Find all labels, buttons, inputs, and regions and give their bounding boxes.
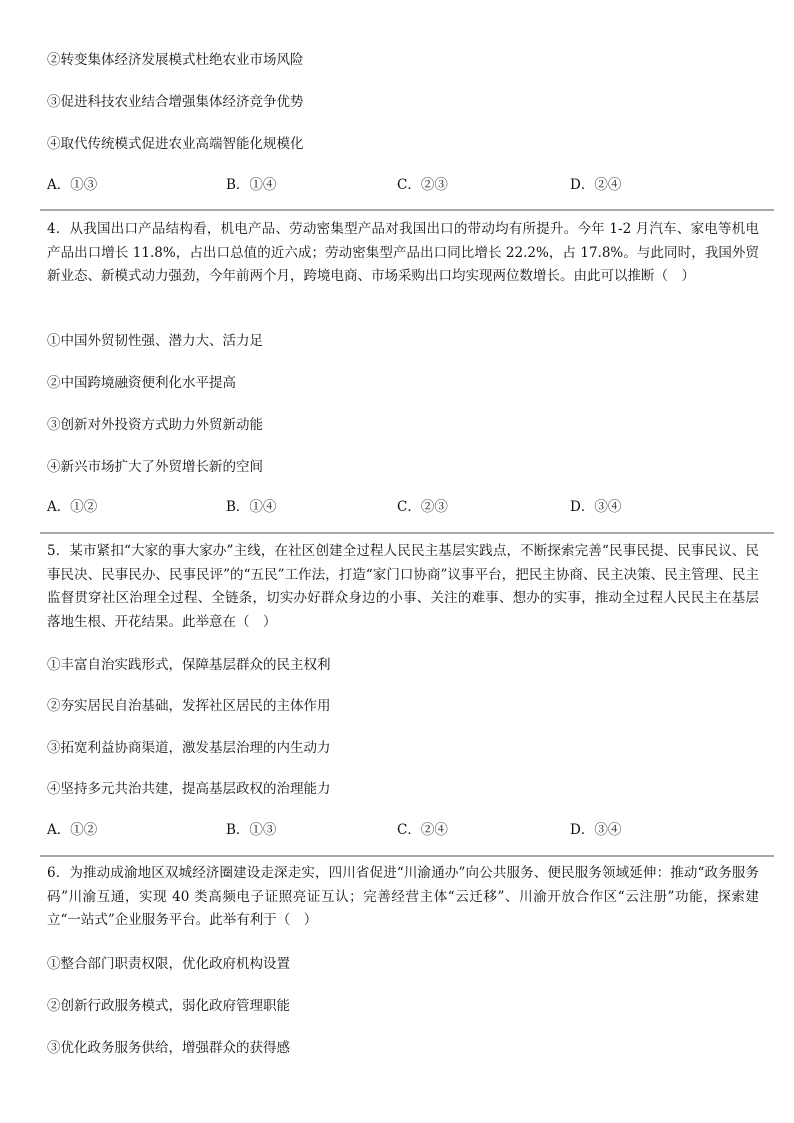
q6-stem: 6．为推动成渝地区双城经济圈建设走深走实，四川省促进“川渝通办”向公共服务、便民服务领域延伸：推动“政务服务码”川渝互通，实现 40 类高频电子证照亮证互认；完善经营主体“云迁移”、川渝开放合作区“云注册”功能，探索建立“一站式”企业服务平台。此举有利于（ ）	[47, 865, 759, 928]
q4-item-4: ④新兴市场扩大了外贸增长新的空间	[47, 459, 263, 475]
question-divider	[40, 209, 774, 211]
q4-stem: 4．从我国出口产品结构看，机电产品、劳动密集型产品对我国出口的带动均有所提升。今年 1-2 月汽车、家电等机电产品出口增长 11.8%，占出口总值的近六成；劳动密集型产品出口同比增长 22.2%，占 17.8%。与此同时，我国外贸新业态、新模式动力强劲，今年前两个月，跨境电商、市场采购出口均实现两位数增长。由此可以推断（ ）	[47, 221, 759, 284]
q6-item-1: ①整合部门职责权限，优化政府机构设置	[47, 956, 290, 972]
q4-option-d[interactable]: D．③④	[570, 499, 622, 515]
q4-option-c[interactable]: C．②③	[397, 499, 448, 515]
q5-option-a[interactable]: A．①②	[47, 822, 98, 838]
q3-options	[47, 176, 747, 194]
question-divider	[40, 855, 774, 857]
q4-item-3: ③创新对外投资方式助力外贸新动能	[47, 417, 263, 433]
q5-item-3: ③拓宽利益协商渠道，激发基层治理的内生动力	[47, 740, 331, 756]
q5-stem: 5．某市紧扣“大家的事大家办”主线，在社区创建全过程人民民主基层实践点，不断探索完善“民事民提、民事民议、民事民决、民事民办、民事民评”的“五民”工作法，打造“家门口协商”议事平台，把民主协商、民主决策、民主管理、民主监督贯穿社区治理全过程、全链条，切实办好群众身边的小事、关注的难事、想办的实事，推动全过程人民民主在基层落地生根、开花结果。此举意在（ ）	[47, 543, 759, 630]
q5-item-2: ②夯实居民自治基础，发挥社区居民的主体作用	[47, 698, 331, 714]
q3-item-2: ②转变集体经济发展模式杜绝农业市场风险	[47, 52, 304, 68]
q3-option-b[interactable]: B．①④	[226, 177, 277, 193]
q3-option-c[interactable]: C．②③	[397, 177, 448, 193]
q4-item-1: ①中国外贸韧性强、潜力大、活力足	[47, 333, 263, 349]
q4-option-a[interactable]: A．①②	[47, 499, 98, 515]
q4-item-2: ②中国跨境融资便利化水平提高	[47, 375, 236, 391]
q5-option-c[interactable]: C．②④	[397, 822, 448, 838]
q3-item-3: ③促进科技农业结合增强集体经济竞争优势	[47, 94, 304, 110]
q5-option-b[interactable]: B．①③	[226, 822, 277, 838]
question-divider	[40, 532, 774, 534]
q5-options	[47, 821, 747, 839]
q5-item-1: ①丰富自治实践形式，保障基层群众的民主权利	[47, 657, 331, 673]
q5-item-4: ④坚持多元共治共建，提高基层政权的治理能力	[47, 781, 331, 797]
q4-options	[47, 498, 747, 516]
q4-option-b[interactable]: B．①④	[226, 499, 277, 515]
q6-item-3: ③优化政务服务供给，增强群众的获得感	[47, 1040, 290, 1056]
q6-item-2: ②创新行政服务模式，弱化政府管理职能	[47, 998, 290, 1014]
q3-option-a[interactable]: A．①③	[47, 177, 98, 193]
q5-option-d[interactable]: D．③④	[570, 822, 622, 838]
q3-item-4: ④取代传统模式促进农业高端智能化规模化	[47, 136, 304, 152]
q3-option-d[interactable]: D．②④	[570, 177, 622, 193]
